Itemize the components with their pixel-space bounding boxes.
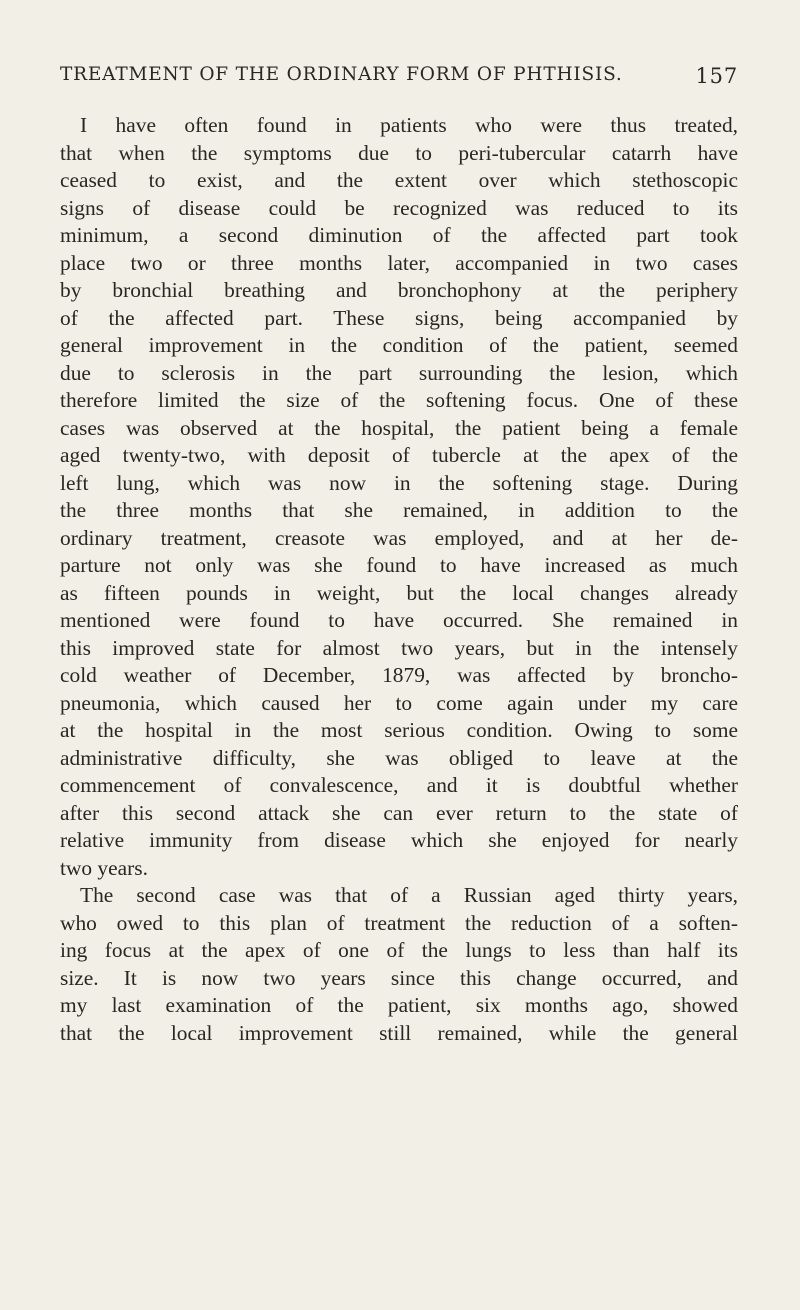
text-line: two years. <box>60 855 148 880</box>
text-line: after this second attack she can ever return to the state of <box>60 800 738 825</box>
text-line: signs of disease could be recognized was reduced to its <box>60 195 738 220</box>
text-line: relative immunity from disease which she enjoyed for nearly <box>60 828 738 852</box>
text-line: my last examination of the patient, six months ago, showed <box>60 993 738 1017</box>
text-line: parture not only was she found to have increased as much <box>60 553 738 577</box>
text-line: size. It is now two years since this change occurred, and <box>60 965 738 990</box>
text-line: at the hospital in the most serious condition. Owing to some <box>60 718 738 742</box>
text-line: that the local improvement still remained, while the general <box>60 1020 738 1045</box>
text-line: who owed to this plan of treatment the reduction of a soften- <box>60 910 738 935</box>
text-line: by bronchial breathing and bronchophony at the periphery <box>60 278 738 302</box>
text-line: administrative difficulty, she was obliged to leave at the <box>60 745 738 770</box>
text-line: ceased to exist, and the extent over which stethoscopic <box>60 168 738 192</box>
text-line: ing focus at the apex of one of the lungs to less than half its <box>60 938 738 962</box>
text-line: of the affected part. These signs, being accompanied by <box>60 305 738 330</box>
text-line: this improved state for almost two years, but in the intensely <box>60 635 738 660</box>
running-title: TREATMENT OF THE ORDINARY FORM OF PHTHISIS. <box>60 64 623 85</box>
text-line: therefore limited the size of the softening focus. One of these <box>60 388 738 412</box>
text-line: minimum, a second diminution of the affected part took <box>60 223 738 247</box>
text-line: ordinary treatment, creasote was employed, and at her de- <box>60 525 738 550</box>
text-line: I have often found in patients who were thus treated, <box>80 113 738 137</box>
text-line: that when the symptoms due to peri-tubercular catarrh have <box>60 140 738 165</box>
text-line: place two or three months later, accompanied in two cases <box>60 250 738 275</box>
running-head <box>60 64 740 94</box>
text-line: commencement of convalescence, and it is doubtful whether <box>60 773 738 797</box>
text-line: the three months that she remained, in addition to the <box>60 498 738 522</box>
text-line: left lung, which was now in the softening stage. During <box>60 470 738 495</box>
text-line: pneumonia, which caused her to come again under my care <box>60 690 738 715</box>
page-number: 157 <box>695 64 738 88</box>
text-line: general improvement in the condition of the patient, seemed <box>60 333 738 357</box>
text-line: aged twenty-two, with deposit of tubercle at the apex of the <box>60 443 738 467</box>
body-text <box>60 112 738 1047</box>
text-line: cases was observed at the hospital, the patient being a female <box>60 415 738 440</box>
text-line: due to sclerosis in the part surrounding the lesion, which <box>60 360 738 385</box>
text-line: mentioned were found to have occurred. She remained in <box>60 608 738 632</box>
text-line: as fifteen pounds in weight, but the local changes already <box>60 580 738 605</box>
text-line: The second case was that of a Russian aged thirty years, <box>80 883 738 907</box>
text-line: cold weather of December, 1879, was affected by broncho- <box>60 663 738 687</box>
